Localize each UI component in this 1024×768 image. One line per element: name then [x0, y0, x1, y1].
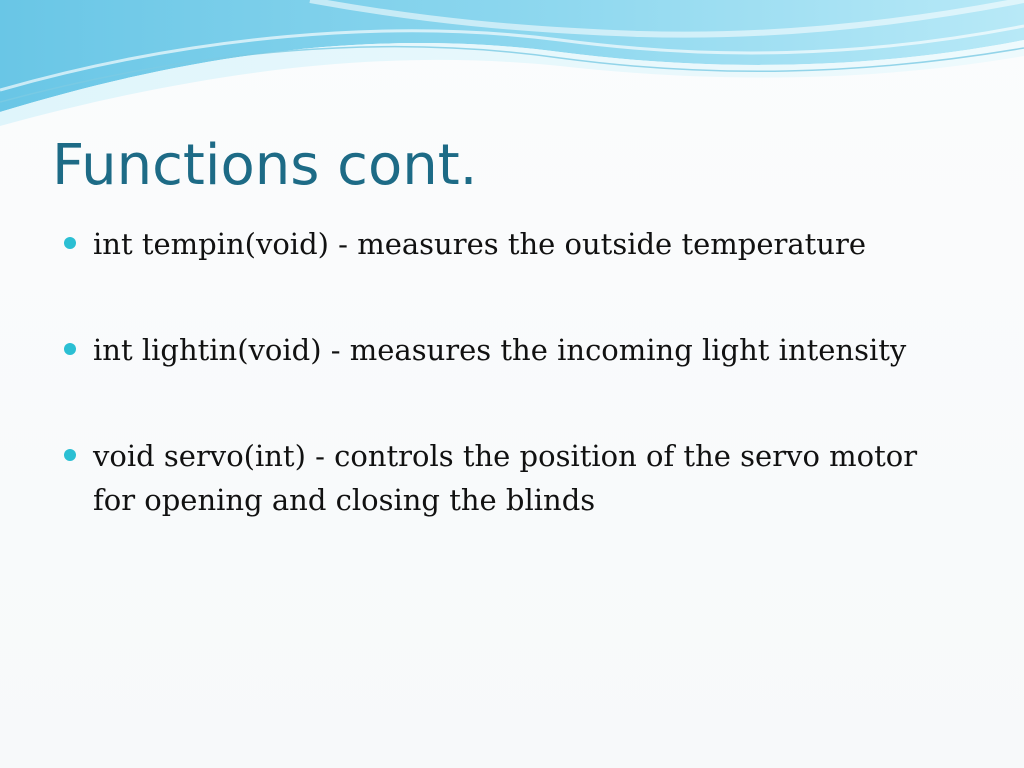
slide-title: Functions cont. [52, 133, 478, 198]
bullet-item-lightin [64, 328, 944, 372]
bullet-text: int tempin(void) - measures the outside temperature [93, 227, 866, 261]
wave-decoration [0, 0, 1024, 130]
bullet-item-tempin [64, 222, 944, 266]
bullet-marker-icon [64, 343, 76, 355]
bullet-text: int lightin(void) - measures the incoming light intensity [93, 333, 907, 367]
bullet-marker-icon [64, 237, 76, 249]
bullet-list [64, 222, 944, 522]
bullet-text: void servo(int) - controls the position of the servo motor for opening and closing the blinds [93, 439, 918, 517]
bullet-item-servo [64, 434, 944, 522]
bullet-marker-icon [64, 449, 76, 461]
